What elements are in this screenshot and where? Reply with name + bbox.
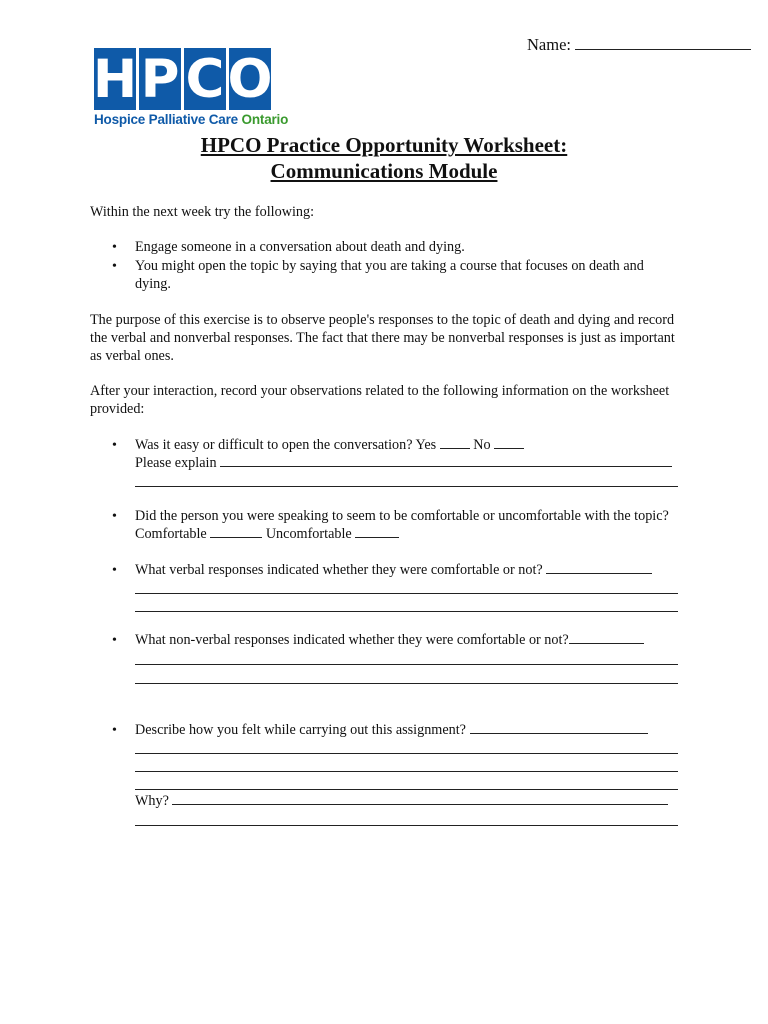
q3-row [135,562,652,580]
q1-explain-blank[interactable] [220,455,672,467]
q1-explain-row [135,455,672,473]
q1-yes-blank[interactable] [440,437,470,449]
answer-line[interactable] [135,683,678,684]
page-title-line1: HPCO Practice Opportunity Worksheet: [200,133,568,157]
bullet-icon: • [112,633,117,648]
answer-line[interactable] [135,486,678,487]
hpco-logo [92,48,289,128]
q2-uncomfortable-label: Uncomfortable [265,525,352,542]
q5-row [135,722,648,740]
q5-why-blank[interactable] [172,793,668,805]
purpose-paragraph: The purpose of this exercise is to observe people's responses to the topic of death and dying and record the verbal and nonverbal responses. The fact that there may be nonverbal responses is just as important as verbal ones. [90,312,675,364]
q4-blank[interactable] [569,632,644,644]
bullet-icon: • [112,509,117,524]
q2-text: Did the person you were speaking to seem to be comfortable or uncomfortable with the topic? Comfortable [135,508,669,542]
answer-line[interactable] [135,593,678,594]
q2-row [135,508,680,544]
logo-tag-blue: Hospice Palliative Care [94,112,238,127]
q4-row [135,632,644,650]
answer-line[interactable] [135,825,678,826]
q1-no-blank[interactable] [494,437,524,449]
q5-text: Describe how you felt while carrying out this assignment? [135,722,466,738]
q2-comfortable-blank[interactable] [210,526,262,538]
logo-tag-green: Ontario [241,112,289,127]
intro-lead: Within the next week try the following: [90,204,315,220]
q5-why-row [135,793,668,811]
logo-tagline [94,112,289,127]
name-field[interactable] [527,35,751,55]
bullet-icon: • [112,438,117,453]
answer-line[interactable] [135,611,678,612]
after-paragraph: After your interaction, record your observations related to the following information on the worksheet provided: [90,383,670,417]
name-label: Name: [527,35,571,54]
page-title-line2: Communications Module [270,159,498,183]
q1-no-label: No [473,437,491,453]
q2-uncomfortable-blank[interactable] [355,526,399,538]
logo-letters [94,48,276,110]
answer-line[interactable] [135,771,678,772]
logo-letter-p: P [140,48,180,110]
bullet-icon: • [112,259,117,274]
logo-letter-c: C [185,48,225,110]
answer-line[interactable] [135,789,678,790]
intro-bullet-1: Engage someone in a conversation about death and dying. [135,239,465,255]
intro-bullet-2: You might open the topic by saying that you are taking a course that focuses on death and dying. [135,258,644,292]
q3-blank[interactable] [546,562,652,574]
q5-blank[interactable] [470,722,648,734]
name-blank[interactable] [575,38,751,50]
q5-why-label: Why? [135,793,169,809]
q3-text: What verbal responses indicated whether they were comfortable or not? [135,562,543,578]
q4-text: What non-verbal responses indicated whether they were comfortable or not? [135,632,569,648]
bullet-icon: • [112,723,117,738]
logo-letter-o: O [227,48,273,110]
logo-letter-h: H [92,48,138,110]
q1-text: Was it easy or difficult to open the conversation? Yes [135,437,437,453]
q1-row [135,437,524,455]
bullet-icon: • [112,563,117,578]
answer-line[interactable] [135,753,678,754]
q1-explain-label: Please explain [135,455,217,471]
bullet-icon: • [112,240,117,255]
answer-line[interactable] [135,664,678,665]
